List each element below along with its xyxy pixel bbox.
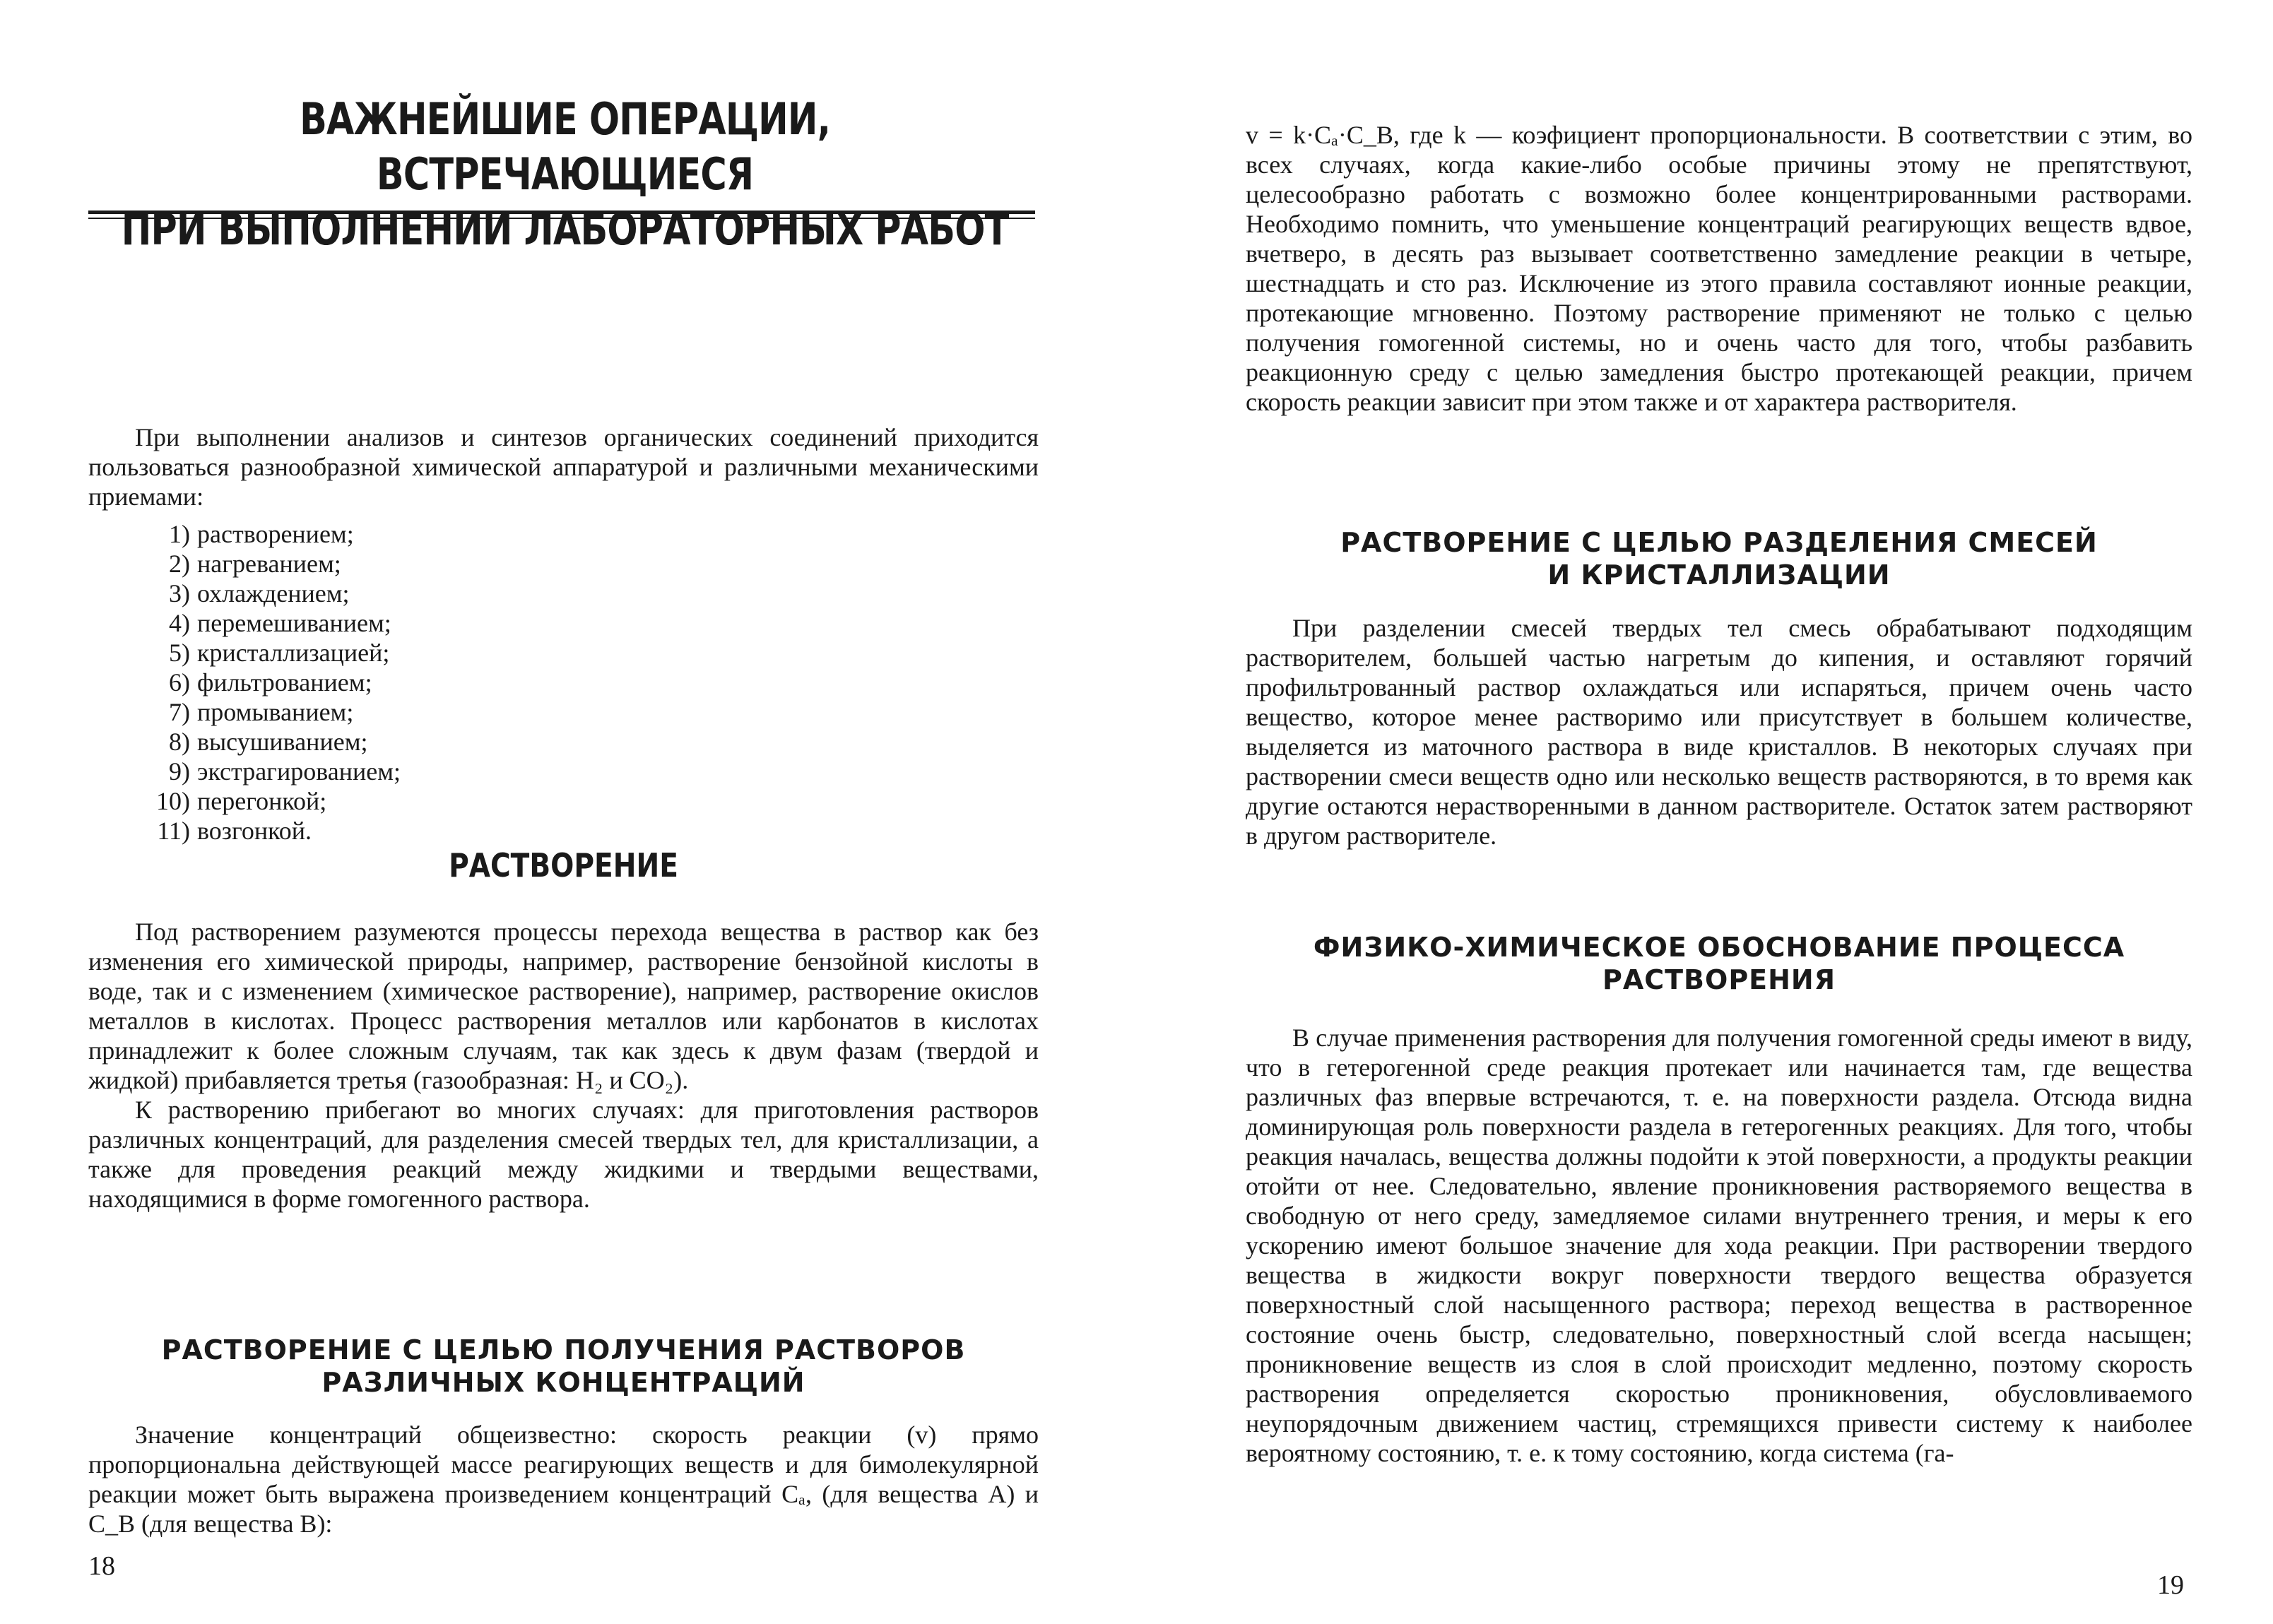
- intro-paragraph-block: [88, 422, 1039, 511]
- section2-heading: [88, 1334, 1039, 1399]
- operation-number: 10): [156, 787, 190, 815]
- operation-item: [131, 668, 401, 697]
- section2-text: [88, 1420, 1039, 1539]
- operation-text: экстрагированием;: [197, 757, 401, 786]
- operation-text: перемешиванием;: [197, 609, 391, 637]
- operation-text: нагреванием;: [197, 550, 341, 578]
- operation-item: [131, 697, 401, 727]
- section3-paragraph1: При разделении смесей твердых тел смесь обрабатывают подходящим растворителем, большей частью нагретым до кипения, и оставляют горячий профильтрованный раствор охлаждаться или испаряться, причем очень часто вещество, которое менее растворимо или присутствует в большем количестве, выделяется из маточного раствора в виде кристаллов. В некоторых случаях при растворении смеси веществ одно или несколько веществ растворяются, в то время как другие остаются нерастворенными в данном растворителе. Остаток затем растворяют в другом растворителе.: [1246, 614, 2192, 850]
- operation-number: 5): [169, 639, 190, 667]
- operation-text: кристаллизацией;: [197, 639, 390, 667]
- section3-heading-line1: РАСТВОРЕНИЕ С ЦЕЛЬЮ РАЗДЕЛЕНИЯ СМЕСЕЙ: [1340, 527, 2098, 558]
- chapter-title-line2: ПРИ ВЫПОЛНЕНИИ ЛАБОРАТОРНЫХ РАБОТ: [121, 203, 1009, 255]
- operation-number: 7): [169, 698, 190, 726]
- left-page: [0, 0, 1136, 1624]
- operation-number: 1): [169, 520, 190, 548]
- operation-item: [131, 549, 401, 579]
- section4-heading: [1246, 931, 2192, 996]
- section1-paragraph2: К растворению прибегают во многих случаях: для приготовления растворов различных концентраций, для разделения смесей твердых тел, для кристаллизации, а также для проведения реакций между жидкими и твердыми веществами, находящимися в форме гомогенного раствора.: [88, 1096, 1039, 1213]
- right-page: [1136, 0, 2273, 1624]
- operation-number: 8): [169, 728, 190, 756]
- operation-text: растворением;: [197, 520, 354, 548]
- section4-text: [1246, 1023, 2192, 1468]
- continuation-paragraph: v = k·Cₐ·C_B, где k — коэфициент пропорциональности. В соответствии с этим, во всех случаях, когда какие-либо особые причины этому не препятствуют, целесообразно работать с возможно более концентрированными растворами. Необходимо помнить, что уменьшение концентраций реагирующих веществ вдвое, вчетверо, в десять раз вызывает соответственно замедление реакции в четыре, шестнадцать и сто раз. Исключение из этого правила составляют ионные реакции, протекающие мгновенно. Поэтому растворение применяют не только с целью получения гомогенной системы, но и очень часто для того, чтобы разбавить реакционную среду с целью замедления быстро протекающей реакции, причем скорость реакции зависит при этом также и от характера растворителя.: [1246, 121, 2192, 416]
- operation-item: [131, 786, 401, 816]
- section2-paragraph1: Значение концентраций общеизвестно: скорость реакции (v) прямо пропорциональна действующей массе реагирующих веществ и для бимолекулярной реакции может быть выражена произведением концентраций Cₐ, (для вещества A) и C_B (для вещества B):: [88, 1421, 1039, 1538]
- operation-number: 3): [169, 579, 190, 607]
- operation-number: 11): [157, 817, 190, 845]
- section1-text: [88, 917, 1039, 1214]
- operation-item: [131, 519, 401, 549]
- operation-number: 2): [169, 550, 190, 578]
- section4-heading-line2: РАСТВОРЕНИЯ: [1602, 964, 1836, 995]
- operation-item: [131, 608, 401, 638]
- section4-paragraph1: В случае применения растворения для получения гомогенной среды имеют в виду, что в гетерогенной среде реакция протекает или начинается там, где вещества различных фаз впервые встречаются, т. е. на поверхности раздела. Отсюда видна доминирующая роль поверхности раздела в гетерогенных реакциях. Для того, чтобы реакция началась, вещества должны подойти к этой поверхности, а продукты реакции отойти от нее. Следовательно, явление проникновения растворяемого вещества в свободную от него среду, замедляемое силами внутреннего трения, и меры к его ускорению имеют большое значение для хода реакции. При растворении твердого вещества в жидкости вокруг поверхности твердого вещества образуется поверхностный слой насыщенного раствора; переход вещества в растворенное состояние очень быстр, следовательно, поверхностный слой всегда насыщен; проникновение веществ из слоя в слой происходит медленно, поэтому скорость растворения определяется скоростью проникновения, обусловливаемого неупорядочным движением частиц, стремящихся привести систему к наиболее вероятному состоянию, т. е. к тому состоянию, когда система (га-: [1246, 1024, 2192, 1467]
- operation-item: [131, 579, 401, 608]
- operation-item: [131, 727, 401, 757]
- chapter-title: [113, 92, 1017, 257]
- operation-item: [131, 638, 401, 668]
- operations-list: [131, 519, 401, 846]
- title-rule-thick: [88, 211, 1035, 214]
- operation-item: [131, 816, 401, 846]
- continuation-text: [1246, 120, 2192, 417]
- section3-heading-line2: И КРИСТАЛЛИЗАЦИИ: [1547, 559, 1891, 591]
- page-number-right: 19: [2157, 1570, 2184, 1600]
- section3-heading: [1246, 526, 2192, 591]
- title-rule-thin: [88, 218, 1035, 219]
- section2-heading-line2: РАЗЛИЧНЫХ КОНЦЕНТРАЦИЙ: [321, 1367, 805, 1398]
- page-number-left: 18: [88, 1551, 115, 1581]
- section-heading-rastvorenie: РАСТВОРЕНИЕ: [449, 846, 678, 884]
- operation-text: фильтрованием;: [197, 668, 372, 697]
- operation-text: высушиванием;: [197, 728, 368, 756]
- operation-number: 9): [169, 757, 190, 786]
- operation-number: 6): [169, 668, 190, 697]
- operation-text: перегонкой;: [197, 787, 327, 815]
- operation-item: [131, 757, 401, 786]
- operation-text: возгонкой.: [197, 817, 312, 845]
- operation-number: 4): [169, 609, 190, 637]
- operation-text: промыванием;: [197, 698, 354, 726]
- section2-heading-line1: РАСТВОРЕНИЕ С ЦЕЛЬЮ ПОЛУЧЕНИЯ РАСТВОРОВ: [161, 1334, 966, 1365]
- operation-text: охлаждением;: [197, 579, 350, 607]
- section3-text: [1246, 613, 2192, 850]
- intro-paragraph: При выполнении анализов и синтезов органических соединений приходится пользоваться разнообразной химической аппаратурой и различными механическими приемами:: [88, 423, 1039, 511]
- chapter-title-line1: ВАЖНЕЙШИЕ ОПЕРАЦИИ, ВСТРЕЧАЮЩИЕСЯ: [300, 93, 831, 200]
- section4-heading-line1: ФИЗИКО-ХИМИЧЕСКОЕ ОБОСНОВАНИЕ ПРОЦЕССА: [1313, 932, 2125, 963]
- section1-paragraph1: Под растворением разумеются процессы перехода вещества в раствор как без изменения его химической природы, например, растворение бензойной кислоты в воде, так и с изменением (химическое растворение), например, растворение окислов металлов в кислотах. Процесс растворения металлов или карбонатов в кислотах принадлежит к более сложным случаям, так как здесь к двум фазам (твердой и жидкой) прибавляется третья (газообразная: H₂ и CO₂).: [88, 918, 1039, 1094]
